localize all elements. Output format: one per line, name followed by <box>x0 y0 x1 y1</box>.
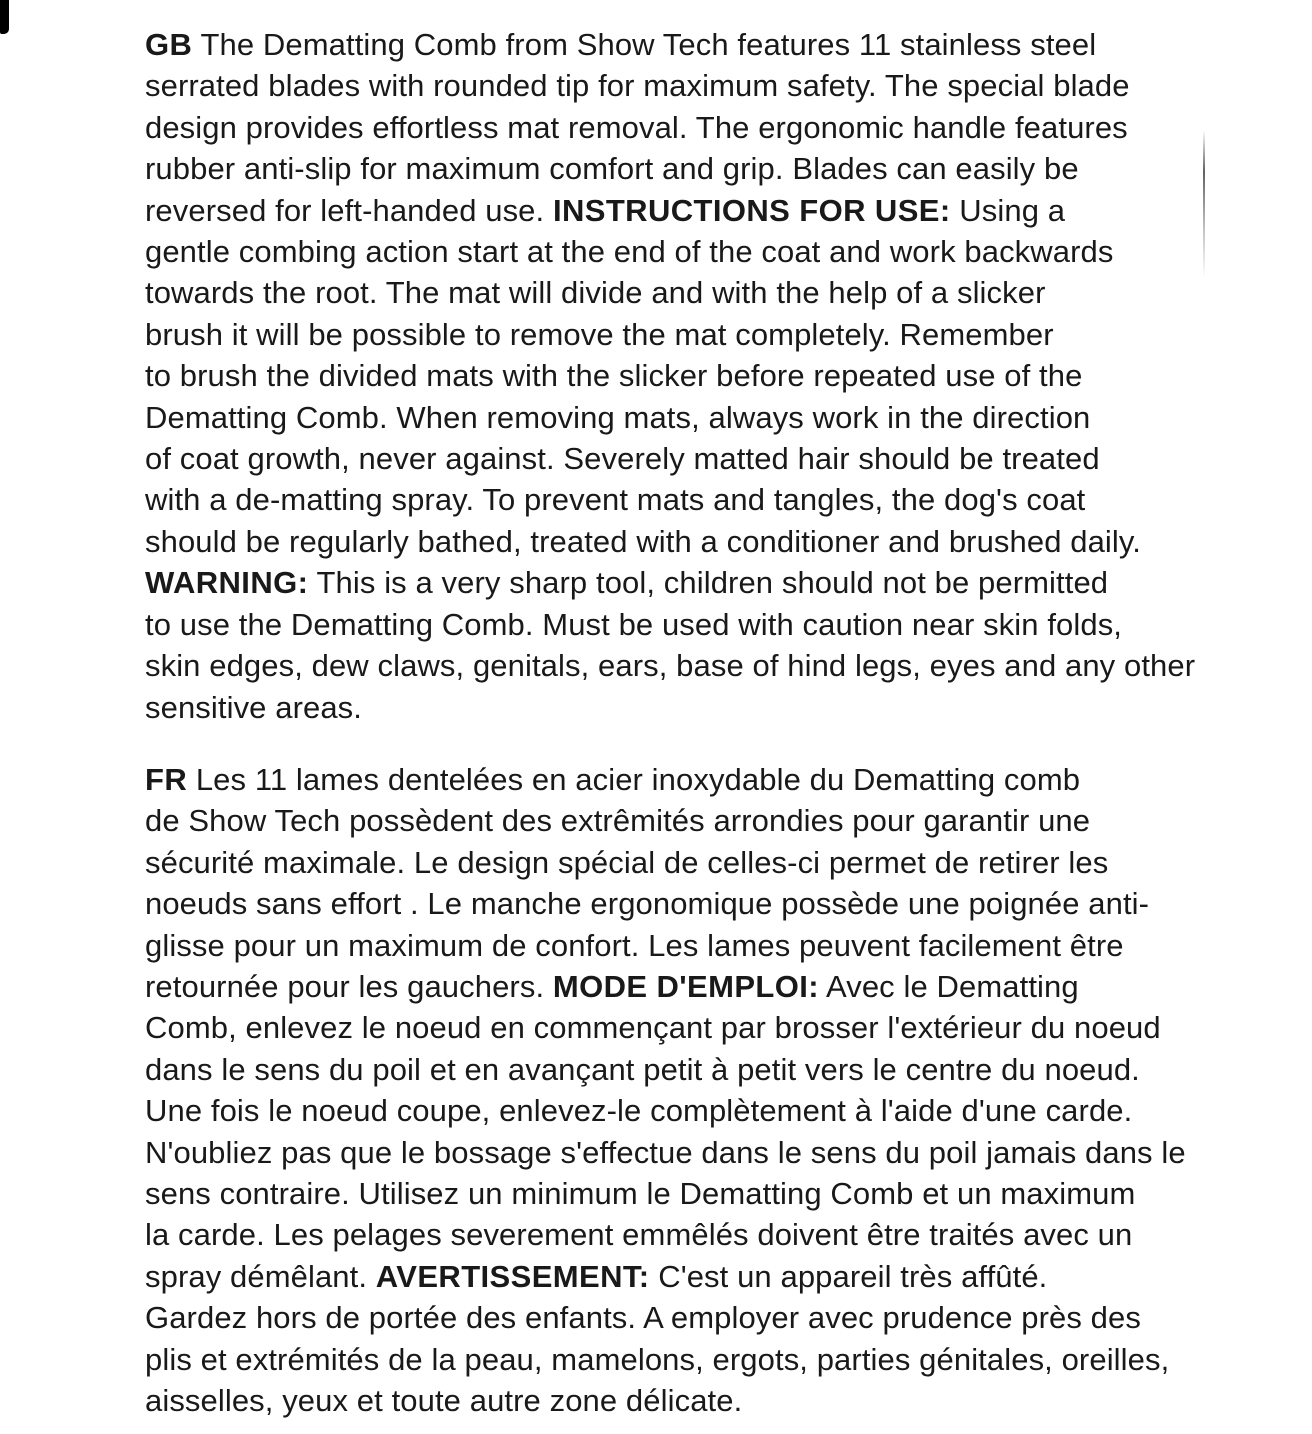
text-run: to brush the divided mats with the slicker before repeated use of the <box>145 358 1083 394</box>
paragraph-french <box>145 759 1190 1422</box>
text-line <box>145 1214 1190 1255</box>
heading-label: GB <box>145 27 193 62</box>
text-line <box>145 1256 1190 1297</box>
text-run: design provides effortless mat removal. The ergonomic handle features <box>145 109 1128 145</box>
text-line <box>145 883 1190 924</box>
text-run: spray démêlant. <box>145 1258 376 1294</box>
text-run: The Dematting Comb from Show Tech features 11 stainless steel <box>192 27 1097 62</box>
text-line <box>145 645 1196 686</box>
text-line <box>145 479 1190 520</box>
heading-label: INSTRUCTIONS FOR USE: <box>552 192 951 228</box>
text-run: brush it will be possible to remove the mat completely. Remember <box>145 316 1054 352</box>
text-line <box>145 759 1190 800</box>
text-run: aisselles, yeux et toute autre zone délicate. <box>145 1383 743 1418</box>
text-line <box>145 190 1190 231</box>
text-run: reversed for left-handed use. <box>145 192 553 228</box>
text-run: towards the root. The mat will divide and with the help of a slicker <box>145 275 1046 311</box>
text-run: de Show Tech possèdent des extrêmités arrondies pour garantir une <box>145 803 1091 839</box>
text-run: Une fois le noeud coupe, enlevez-le complètement à l'aide d'une carde. <box>145 1093 1133 1129</box>
text-line <box>145 65 1190 106</box>
text-run: of coat growth, never against. Severely matted hair should be treated <box>145 441 1100 477</box>
text-line <box>145 355 1190 396</box>
text-run: to use the Dematting Comb. Must be used with caution near skin folds, <box>145 606 1123 642</box>
text-run: with a de-matting spray. To prevent mats and tangles, the dog's coat <box>145 482 1086 518</box>
scan-artifact-vertical-line <box>1203 130 1205 278</box>
text-line <box>145 604 1190 645</box>
text-line <box>145 842 1190 883</box>
text-run: Gardez hors de portée des enfants. A employer avec prudence près des <box>145 1300 1141 1336</box>
text-line <box>145 272 1190 313</box>
text-line <box>145 1049 1190 1090</box>
text-run: Dematting Comb. When removing mats, always work in the direction <box>145 399 1091 435</box>
heading-label: WARNING: <box>145 565 309 601</box>
heading-label: FR <box>145 761 188 797</box>
text-run: gentle combing action start at the end of the coat and work backwards <box>145 234 1114 270</box>
text-run: skin edges, dew claws, genitals, ears, base of hind legs, eyes and any other <box>145 648 1196 684</box>
heading-label: MODE D'EMPLOI: <box>552 968 820 1004</box>
text-run: sens contraire. Utilisez un minimum le Dematting Comb et un maximum <box>145 1175 1136 1211</box>
paragraph-english <box>145 24 1196 728</box>
text-run: la carde. Les pelages severement emmêlés doivent être traités avec un <box>145 1217 1133 1253</box>
text-run: C'est un appareil très affûté. <box>649 1258 1048 1294</box>
text-run: plis et extrémités de la peau, mamelons, ergots, parties génitales, oreilles, <box>145 1341 1170 1377</box>
text-run: sensitive areas. <box>145 689 362 725</box>
text-line <box>145 966 1190 1007</box>
text-run: sécurité maximale. Le design spécial de celles-ci permet de retirer les <box>145 844 1109 880</box>
text-line <box>145 1380 1190 1421</box>
text-run: retournée pour les gauchers. <box>145 968 553 1004</box>
text-line <box>145 925 1190 966</box>
heading-label: AVERTISSEMENT: <box>375 1258 650 1294</box>
text-run: Avec le Dematting <box>819 968 1079 1004</box>
text-line <box>145 1173 1190 1214</box>
text-line <box>145 107 1190 148</box>
text-line <box>145 148 1190 189</box>
text-column <box>145 24 1196 1421</box>
text-run: N'oubliez pas que le bossage s'effectue dans le sens du poil jamais dans le <box>145 1134 1186 1170</box>
text-run: noeuds sans effort . Le manche ergonomique possède une poignée anti- <box>145 886 1150 922</box>
text-run: serrated blades with rounded tip for maximum safety. The special blade <box>145 68 1130 104</box>
text-run: glisse pour un maximum de confort. Les lames peuvent facilement être <box>145 927 1124 963</box>
text-line <box>145 1007 1190 1048</box>
text-run: Comb, enlevez le noeud en commençant par brosser l'extérieur du noeud <box>145 1010 1161 1046</box>
text-line <box>145 800 1190 841</box>
text-run: This is a very sharp tool, children should not be permitted <box>308 565 1109 601</box>
text-line <box>145 1132 1190 1173</box>
text-line <box>145 521 1190 562</box>
scan-artifact-corner-mark <box>0 0 9 34</box>
text-run: Using a <box>950 192 1066 228</box>
text-line <box>145 314 1190 355</box>
text-line <box>145 397 1190 438</box>
text-line <box>145 231 1190 272</box>
text-line <box>145 687 1190 728</box>
text-line <box>145 1339 1190 1380</box>
text-line <box>145 24 1190 65</box>
text-line <box>145 562 1190 603</box>
text-run: rubber anti-slip for maximum comfort and grip. Blades can easily be <box>145 151 1079 187</box>
text-run: dans le sens du poil et en avançant petit à petit vers le centre du noeud. <box>145 1051 1140 1087</box>
text-line <box>145 1090 1190 1131</box>
text-run: should be regularly bathed, treated with a conditioner and brushed daily. <box>145 523 1141 559</box>
text-run: Les 11 lames dentelées en acier inoxydable du Dematting comb <box>187 761 1081 797</box>
text-line <box>145 438 1190 479</box>
text-line <box>145 1297 1190 1338</box>
